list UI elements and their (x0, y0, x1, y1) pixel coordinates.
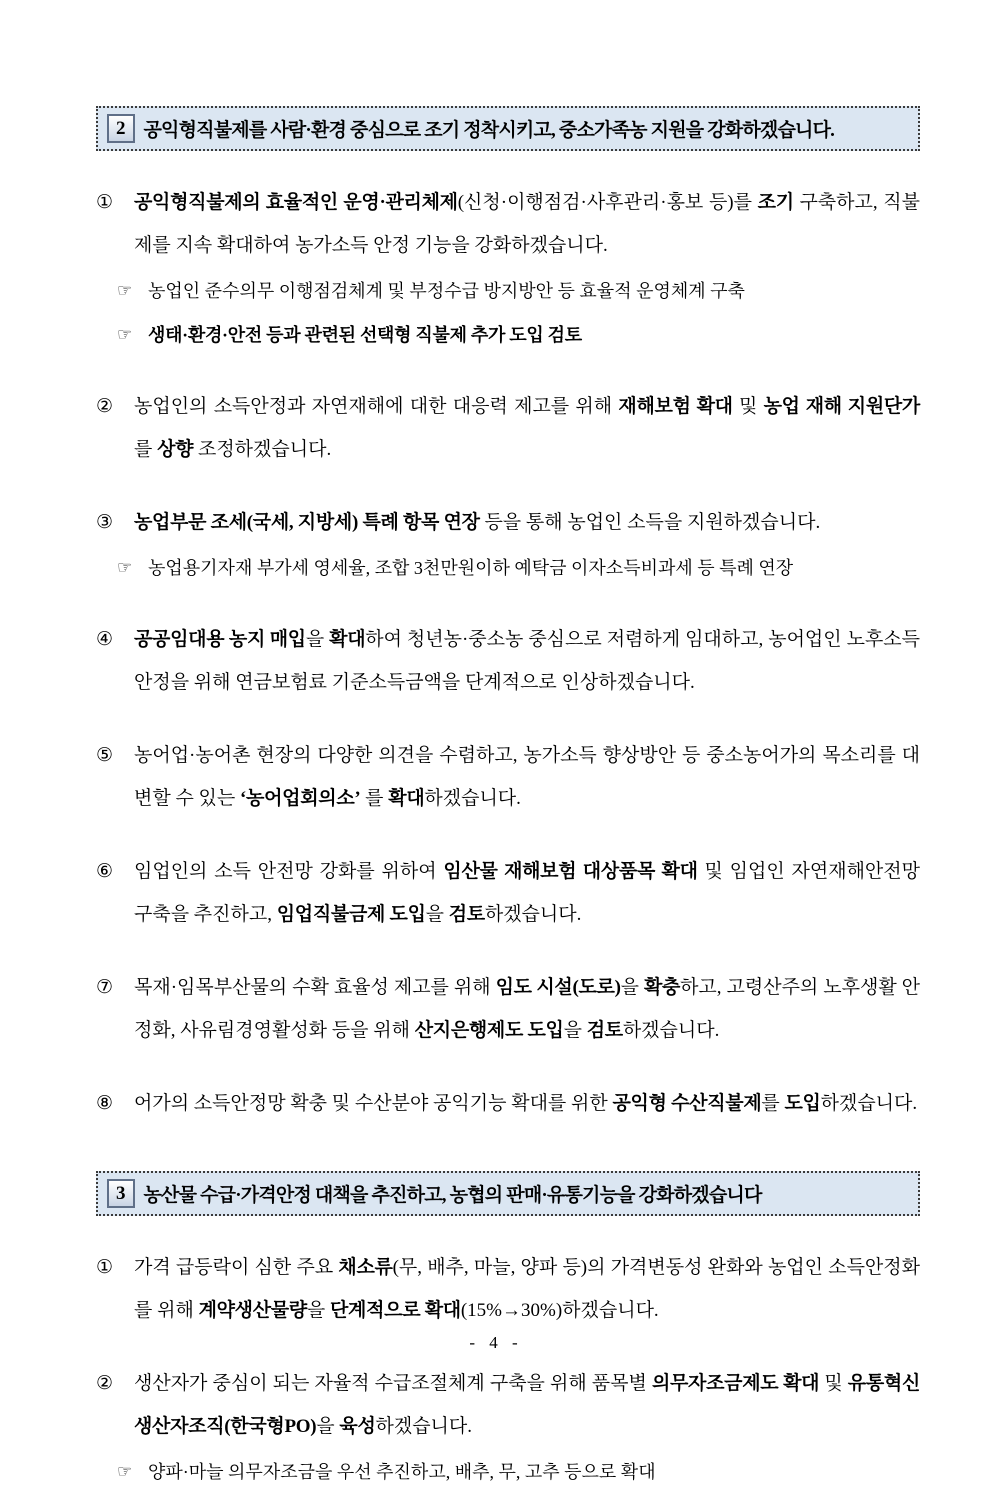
item-number: ② (96, 396, 114, 417)
item-number: ④ (96, 629, 114, 650)
item-number: ② (96, 1373, 114, 1394)
sub-text: 양파·마늘 의무자조금을 우선 추진하고, 배추, 무, 고추 등으로 확대 (148, 1462, 656, 1482)
item-number: ⑧ (96, 1093, 114, 1114)
item-text: 농업부문 조세(국세, 지방세) 특례 항목 연장 등을 통해 농업인 소득을 지원하겠습니다. (134, 512, 821, 533)
item-text: 농업인의 소득안정과 자연재해에 대한 대응력 제고를 위해 재해보험 확대 및 농업 재해 지원단가를 상향 조정하겠습니다. (134, 396, 920, 460)
item-number: ⑤ (96, 745, 114, 766)
list-item (96, 850, 920, 936)
list-item (96, 1082, 920, 1125)
sub-item (96, 271, 920, 311)
item-number: ⑦ (96, 977, 114, 998)
list-item (96, 734, 920, 820)
section-header-title: 공익형직불제를 사람·환경 중심으로 조기 정착시키고, 중소가족농 지원을 강화하겠습니다. (143, 120, 835, 141)
item-text: 공익형직불제의 효율적인 운영·관리체제(신청·이행점검·사후관리·홍보 등)를 조기 구축하고, 직불제를 지속 확대하여 농가소득 안정 기능을 강화하겠습니다. (134, 192, 921, 256)
list-item (96, 966, 920, 1052)
section-number-badge: 3 (107, 1179, 135, 1208)
item-number: ③ (96, 512, 114, 533)
pointing-hand-icon: ☞ (117, 558, 133, 577)
list-item (96, 181, 920, 267)
item-text: 어가의 소득안정망 확충 및 수산분야 공익기능 확대를 위한 공익형 수산직불제를 도입하겠습니다. (134, 1093, 918, 1114)
list-item (96, 1362, 920, 1448)
item-text: 공공임대용 농지 매입을 확대하여 청년농·중소농 중심으로 저렴하게 임대하고, 농어업인 노후소득 안정을 위해 연금보험료 기준소득금액을 단계적으로 인상하겠습니다. (134, 629, 921, 693)
sub-text: 농업용기자재 부가세 영세율, 조합 3천만원이하 예탁금 이자소득비과세 등 특례 연장 (148, 558, 794, 578)
sub-item (96, 548, 920, 588)
item-text: 생산자가 중심이 되는 자율적 수급조절체계 구축을 위해 품목별 의무자조금제도 확대 및 유통혁신 생산자조직(한국형PO)을 육성하겠습니다. (134, 1373, 920, 1437)
section-number-badge: 2 (107, 114, 135, 143)
sub-text: 생태·환경·안전 등과 관련된 선택형 직불제 추가 도입 검토 (148, 325, 582, 345)
section-header-box (96, 106, 920, 151)
list-item (96, 501, 920, 544)
item-number: ⑥ (96, 861, 114, 882)
item-text: 임업인의 소득 안전망 강화를 위하여 임산물 재해보험 대상품목 확대 및 임업인 자연재해안전망 구축을 추진하고, 임업직불금제 도입을 검토하겠습니다. (134, 861, 920, 925)
list-item (96, 385, 920, 471)
sub-text: 농업인 준수의무 이행점검체계 및 부정수급 방지방안 등 효율적 운영체계 구축 (148, 281, 745, 301)
item-text: 가격 급등락이 심한 주요 채소류(무, 배추, 마늘, 양파 등)의 가격변동성 완화와 농업인 소득안정화를 위해 계약생산물량을 단계적으로 확대(15%→30%)하겠습니다. (134, 1257, 920, 1321)
list-item (96, 618, 920, 704)
pointing-hand-icon: ☞ (117, 1462, 133, 1481)
document-body (96, 106, 920, 1492)
sub-item (96, 1452, 920, 1492)
pointing-hand-icon: ☞ (117, 325, 133, 344)
list-item (96, 1246, 920, 1332)
section-header-title: 농산물 수급·가격안정 대책을 추진하고, 농협의 판매·유통기능을 강화하겠습니다 (143, 1185, 762, 1206)
sub-item (96, 315, 920, 355)
item-number: ① (96, 1257, 114, 1278)
item-number: ① (96, 192, 114, 213)
pointing-hand-icon: ☞ (117, 281, 133, 300)
page-number: - 4 - (469, 1333, 523, 1352)
item-text: 목재·임목부산물의 수확 효율성 제고를 위해 임도 시설(도로)을 확충하고, 고령산주의 노후생활 안정화, 사유림경영활성화 등을 위해 산지은행제도 도입을 검토하겠습니다. (134, 977, 920, 1041)
item-text: 농어업·농어촌 현장의 다양한 의견을 수렴하고, 농가소득 향상방안 등 중소농어가의 목소리를 대변할 수 있는 ‘농어업회의소’ 를 확대하겠습니다. (134, 745, 920, 809)
section-header-box (96, 1171, 920, 1216)
